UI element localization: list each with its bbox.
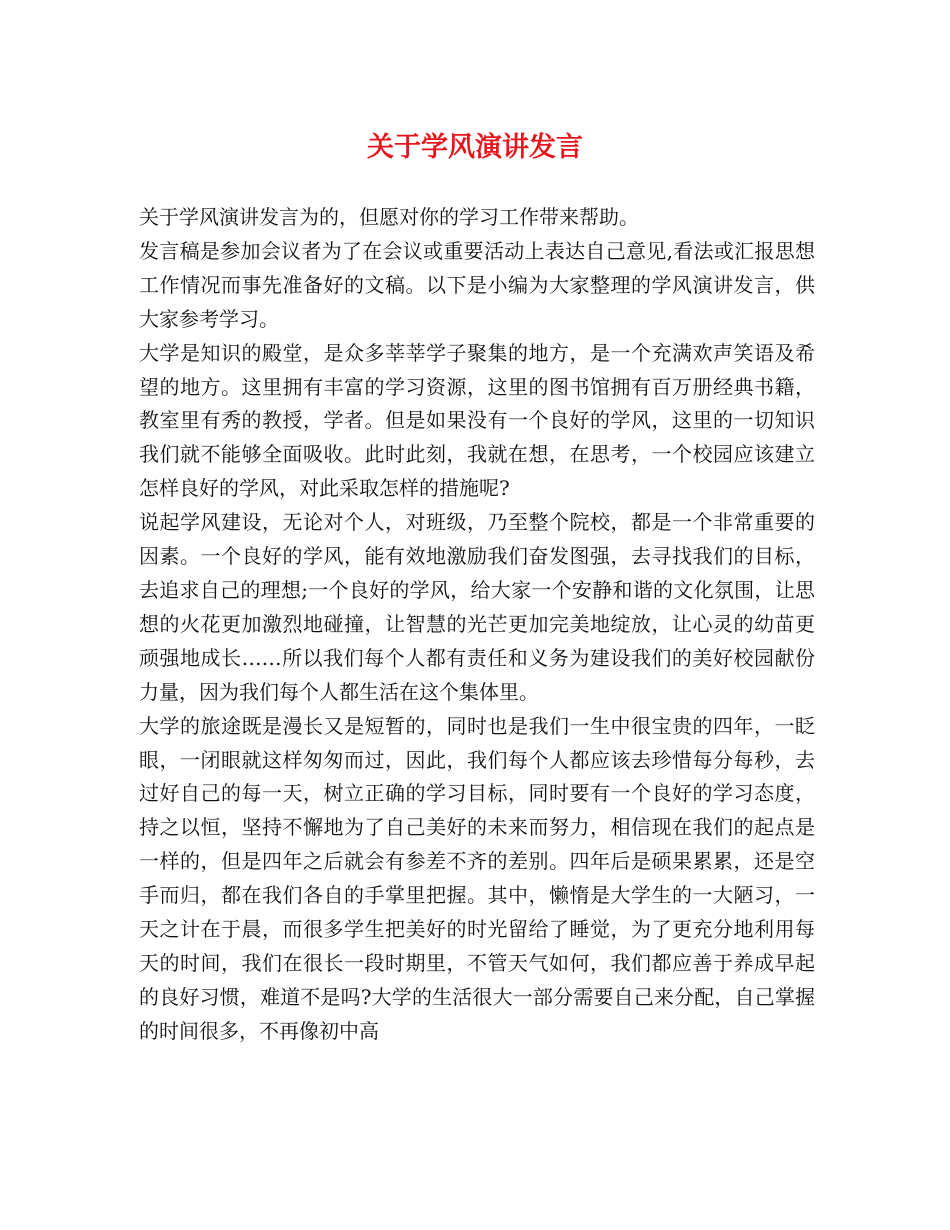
document-body [139,201,815,1049]
paragraph-definition: 发言稿是参加会议者为了在会议或重要活动上表达自己意见,看法或汇报思想工作情况而事先准备好的文稿。以下是小编为大家整理的学风演讲发言，供大家参考学习。 [139,238,815,331]
paragraph-university: 大学是知识的殿堂，是众多莘莘学子聚集的地方，是一个充满欢声笑语及希望的地方。这里拥有丰富的学习资源，这里的图书馆拥有百万册经典书籍，教室里有秀的教授，学者。但是如果没有一个良好的学风，这里的一切知识我们就不能够全面吸收。此时此刻，我就在想，在思考，一个校园应该建立怎样良好的学风，对此采取怎样的措施呢? [139,340,815,501]
paragraph-study-style: 说起学风建设，无论对个人，对班级，乃至整个院校，都是一个非常重要的因素。一个良好的学风，能有效地激励我们奋发图强，去寻找我们的目标，去追求自己的理想;一个良好的学风，给大家一个安静和谐的文化氛围，让思想的火花更加激烈地碰撞，让智慧的光芒更加完美地绽放，让心灵的幼苗更顽强地成长……所以我们每个人都有责任和义务为建设我们的美好校园献份力量，因为我们每个人都生活在这个集体里。 [139,510,815,704]
document-title: 关于学风演讲发言 [367,132,583,163]
paragraph-intro: 关于学风演讲发言为的，但愿对你的学习工作带来帮助。 [139,205,639,229]
paragraph-journey: 大学的旅途既是漫长又是短暂的，同时也是我们一生中很宝贵的四年，一眨眼，一闭眼就这样匆匆而过，因此，我们每个人都应该去珍惜每分每秒，去过好自己的每一天，树立正确的学习目标，同时要有一个良好的学习态度，持之以恒，坚持不懈地为了自己美好的未来而努力，相信现在我们的起点是一样的，但是四年之后就会有参差不齐的差别。四年后是硕果累累，还是空手而归，都在我们各自的手掌里把握。其中，懒惰是大学生的一大陋习，一天之计在于晨，而很多学生把美好的时光留给了睡觉，为了更充分地利用每天的时间，我们在很长一段时期里，不管天气如何，我们都应善于养成早起的良好习惯，难道不是吗?大学的生活很大一部分需要自己来分配，自己掌握的时间很多，不再像初中高 [139,713,815,1043]
